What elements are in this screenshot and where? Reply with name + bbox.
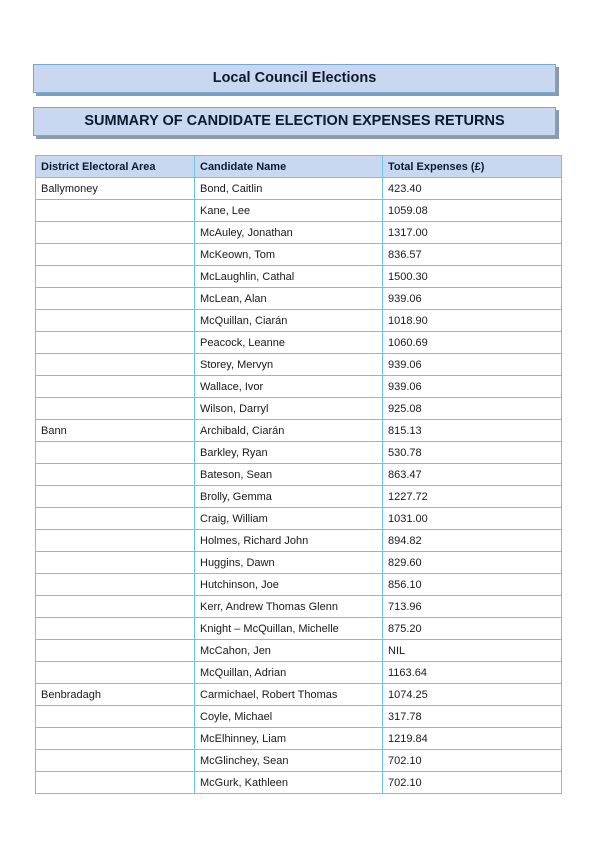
table-row	[36, 354, 562, 376]
table-row	[36, 266, 562, 288]
expenses-table	[35, 155, 562, 794]
cell-total-expenses: 702.10	[383, 772, 562, 794]
cell-total-expenses: 1219.84	[383, 728, 562, 750]
cell-candidate-name: Storey, Mervyn	[195, 354, 383, 376]
cell-district-area	[36, 244, 195, 266]
cell-candidate-name: McKeown, Tom	[195, 244, 383, 266]
cell-district-area	[36, 728, 195, 750]
cell-district-area	[36, 310, 195, 332]
cell-candidate-name: Bond, Caitlin	[195, 178, 383, 200]
cell-district-area	[36, 552, 195, 574]
cell-district-area	[36, 750, 195, 772]
table-header-row	[36, 156, 562, 178]
cell-district-area	[36, 376, 195, 398]
table-row	[36, 442, 562, 464]
cell-total-expenses: 1060.69	[383, 332, 562, 354]
cell-total-expenses: 856.10	[383, 574, 562, 596]
cell-candidate-name: McLaughlin, Cathal	[195, 266, 383, 288]
cell-district-area	[36, 706, 195, 728]
cell-district-area	[36, 354, 195, 376]
cell-total-expenses: 1227.72	[383, 486, 562, 508]
cell-district-area	[36, 442, 195, 464]
cell-total-expenses: 1059.08	[383, 200, 562, 222]
cell-candidate-name: Craig, William	[195, 508, 383, 530]
cell-total-expenses: 423.40	[383, 178, 562, 200]
cell-district-area: Benbradagh	[36, 684, 195, 706]
cell-total-expenses: 1317.00	[383, 222, 562, 244]
table-row	[36, 728, 562, 750]
table-row	[36, 684, 562, 706]
table-row	[36, 376, 562, 398]
cell-candidate-name: Coyle, Michael	[195, 706, 383, 728]
table-row	[36, 244, 562, 266]
cell-total-expenses: 939.06	[383, 376, 562, 398]
cell-candidate-name: Brolly, Gemma	[195, 486, 383, 508]
cell-total-expenses: 894.82	[383, 530, 562, 552]
cell-total-expenses: 702.10	[383, 750, 562, 772]
column-header-candidate: Candidate Name	[195, 156, 383, 178]
cell-district-area	[36, 398, 195, 420]
table-row	[36, 596, 562, 618]
cell-district-area	[36, 200, 195, 222]
cell-total-expenses: 875.20	[383, 618, 562, 640]
cell-candidate-name: Knight – McQuillan, Michelle	[195, 618, 383, 640]
cell-candidate-name: McGlinchey, Sean	[195, 750, 383, 772]
column-header-expenses: Total Expenses (£)	[383, 156, 562, 178]
table-row	[36, 574, 562, 596]
cell-total-expenses: NIL	[383, 640, 562, 662]
table-row	[36, 288, 562, 310]
table-row	[36, 552, 562, 574]
table-row	[36, 772, 562, 794]
cell-district-area	[36, 530, 195, 552]
cell-district-area	[36, 288, 195, 310]
cell-candidate-name: Huggins, Dawn	[195, 552, 383, 574]
cell-candidate-name: Carmichael, Robert Thomas	[195, 684, 383, 706]
table-row	[36, 508, 562, 530]
table-row	[36, 222, 562, 244]
cell-candidate-name: Kane, Lee	[195, 200, 383, 222]
cell-candidate-name: McAuley, Jonathan	[195, 222, 383, 244]
cell-district-area	[36, 618, 195, 640]
cell-district-area	[36, 464, 195, 486]
cell-district-area	[36, 772, 195, 794]
cell-district-area	[36, 266, 195, 288]
table-row	[36, 200, 562, 222]
table-row	[36, 310, 562, 332]
cell-candidate-name: McElhinney, Liam	[195, 728, 383, 750]
cell-district-area: Ballymoney	[36, 178, 195, 200]
cell-total-expenses: 1018.90	[383, 310, 562, 332]
table-row	[36, 178, 562, 200]
cell-district-area	[36, 640, 195, 662]
cell-candidate-name: Hutchinson, Joe	[195, 574, 383, 596]
cell-district-area: Bann	[36, 420, 195, 442]
cell-candidate-name: Wallace, Ivor	[195, 376, 383, 398]
cell-total-expenses: 836.57	[383, 244, 562, 266]
table-row	[36, 486, 562, 508]
cell-candidate-name: Archibald, Ciarán	[195, 420, 383, 442]
cell-candidate-name: McCahon, Jen	[195, 640, 383, 662]
cell-total-expenses: 1074.25	[383, 684, 562, 706]
cell-total-expenses: 1500.30	[383, 266, 562, 288]
cell-total-expenses: 1163.64	[383, 662, 562, 684]
cell-candidate-name: Holmes, Richard John	[195, 530, 383, 552]
cell-total-expenses: 815.13	[383, 420, 562, 442]
page-subtitle: SUMMARY OF CANDIDATE ELECTION EXPENSES RETURNS	[33, 107, 556, 136]
page-title: Local Council Elections	[33, 64, 556, 93]
cell-total-expenses: 1031.00	[383, 508, 562, 530]
cell-district-area	[36, 596, 195, 618]
cell-total-expenses: 939.06	[383, 288, 562, 310]
table-body	[36, 178, 562, 794]
cell-candidate-name: Barkley, Ryan	[195, 442, 383, 464]
cell-district-area	[36, 662, 195, 684]
cell-candidate-name: McQuillan, Adrian	[195, 662, 383, 684]
cell-total-expenses: 530.78	[383, 442, 562, 464]
cell-candidate-name: Peacock, Leanne	[195, 332, 383, 354]
cell-total-expenses: 829.60	[383, 552, 562, 574]
cell-candidate-name: Wilson, Darryl	[195, 398, 383, 420]
cell-district-area	[36, 574, 195, 596]
cell-total-expenses: 863.47	[383, 464, 562, 486]
table-row	[36, 662, 562, 684]
cell-candidate-name: Bateson, Sean	[195, 464, 383, 486]
table-row	[36, 530, 562, 552]
cell-total-expenses: 939.06	[383, 354, 562, 376]
cell-candidate-name: McQuillan, Ciarán	[195, 310, 383, 332]
table-row	[36, 618, 562, 640]
cell-candidate-name: McLean, Alan	[195, 288, 383, 310]
table-row	[36, 640, 562, 662]
table-row	[36, 706, 562, 728]
cell-total-expenses: 713.96	[383, 596, 562, 618]
table-row	[36, 332, 562, 354]
column-header-area: District Electoral Area	[36, 156, 195, 178]
cell-district-area	[36, 508, 195, 530]
table-row	[36, 420, 562, 442]
cell-candidate-name: Kerr, Andrew Thomas Glenn	[195, 596, 383, 618]
cell-district-area	[36, 332, 195, 354]
table-row	[36, 398, 562, 420]
cell-district-area	[36, 486, 195, 508]
table-row	[36, 464, 562, 486]
cell-total-expenses: 925.08	[383, 398, 562, 420]
cell-total-expenses: 317.78	[383, 706, 562, 728]
table-row	[36, 750, 562, 772]
cell-candidate-name: McGurk, Kathleen	[195, 772, 383, 794]
cell-district-area	[36, 222, 195, 244]
